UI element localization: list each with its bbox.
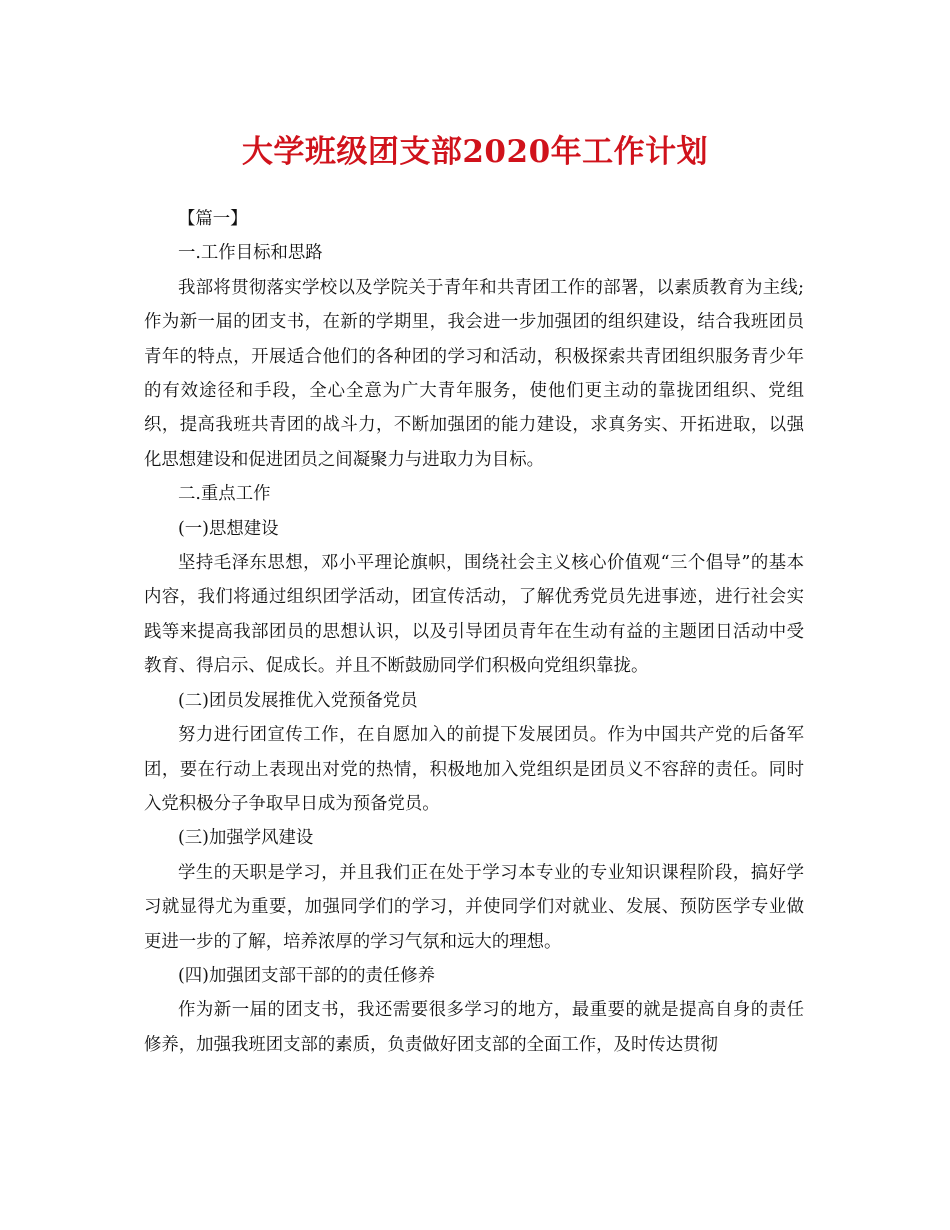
paragraph-study-style: 学生的天职是学习，并且我们正在处于学习本专业的专业知识课程阶段，搞好学习就显得尤为重要，加强同学们的学习，并使同学们对就业、发展、预防医学专业做更进一步的了解，培养浓厚的学习气氛和远大的理想。 — [144, 862, 804, 952]
paragraph-ideology: 坚持毛泽东思想，邓小平理论旗帜，围绕社会主义核心价值观“三个倡导”的基本内容，我们将通过组织团学活动，团宣传活动，了解优秀党员先进事迹，进行社会实践等来提高我部团员的思想认识，以及引导团员青年在生动有益的主题团日活动中受教育、得启示、促成长。并且不断鼓励同学们积极向党组织靠拢。 — [144, 553, 804, 677]
subheading-study-style: (三)加强学风建设 — [178, 828, 314, 849]
heading-goals: 一.工作目标和思路 — [178, 243, 323, 264]
paragraph-cadre-responsibility: 作为新一届的团支书，我还需要很多学习的地方，最重要的就是提高自身的责任修养，加强我班团支部的素质，负责做好团支部的全面工作，及时传达贯彻 — [144, 1000, 804, 1055]
paragraph-member-development: 努力进行团宣传工作，在自愿加入的前提下发展团员。作为中国共产党的后备军团，要在行动上表现出对党的热情，积极地加入党组织是团员义不容辞的责任。同时入党积极分子争取早日成为预备党员。 — [144, 725, 804, 814]
document-body — [144, 202, 804, 1062]
paragraph-section-marker: 【篇一】 — [178, 209, 248, 229]
document-title: 大学班级团支部2020年工作计划 — [241, 134, 709, 170]
subheading-ideology: (一)思想建设 — [178, 518, 279, 539]
subheading-member-development: (二)团员发展推优入党预备党员 — [178, 690, 418, 711]
paragraph-goals: 我部将贯彻落实学校以及学院关于青年和共青团工作的部署，以素质教育为主线;作为新一届的团支书，在新的学期里，我会进一步加强团的组织建设，结合我班团员青年的特点，开展适合他们的各种团的学习和活动，积极探索共青团组织服务青少年的有效途径和手段，全心全意为广大青年服务，使他们更主动的靠拢团组织、党组织，提高我班共青团的战斗力，不断加强团的能力建设，求真务实、开拓进取，以强化思想建设和促进团员之间凝聚力与进取力为目标。 — [144, 277, 804, 470]
heading-key-work: 二.重点工作 — [178, 484, 271, 505]
subheading-cadre-responsibility: (四)加强团支部干部的的责任修养 — [178, 965, 436, 986]
